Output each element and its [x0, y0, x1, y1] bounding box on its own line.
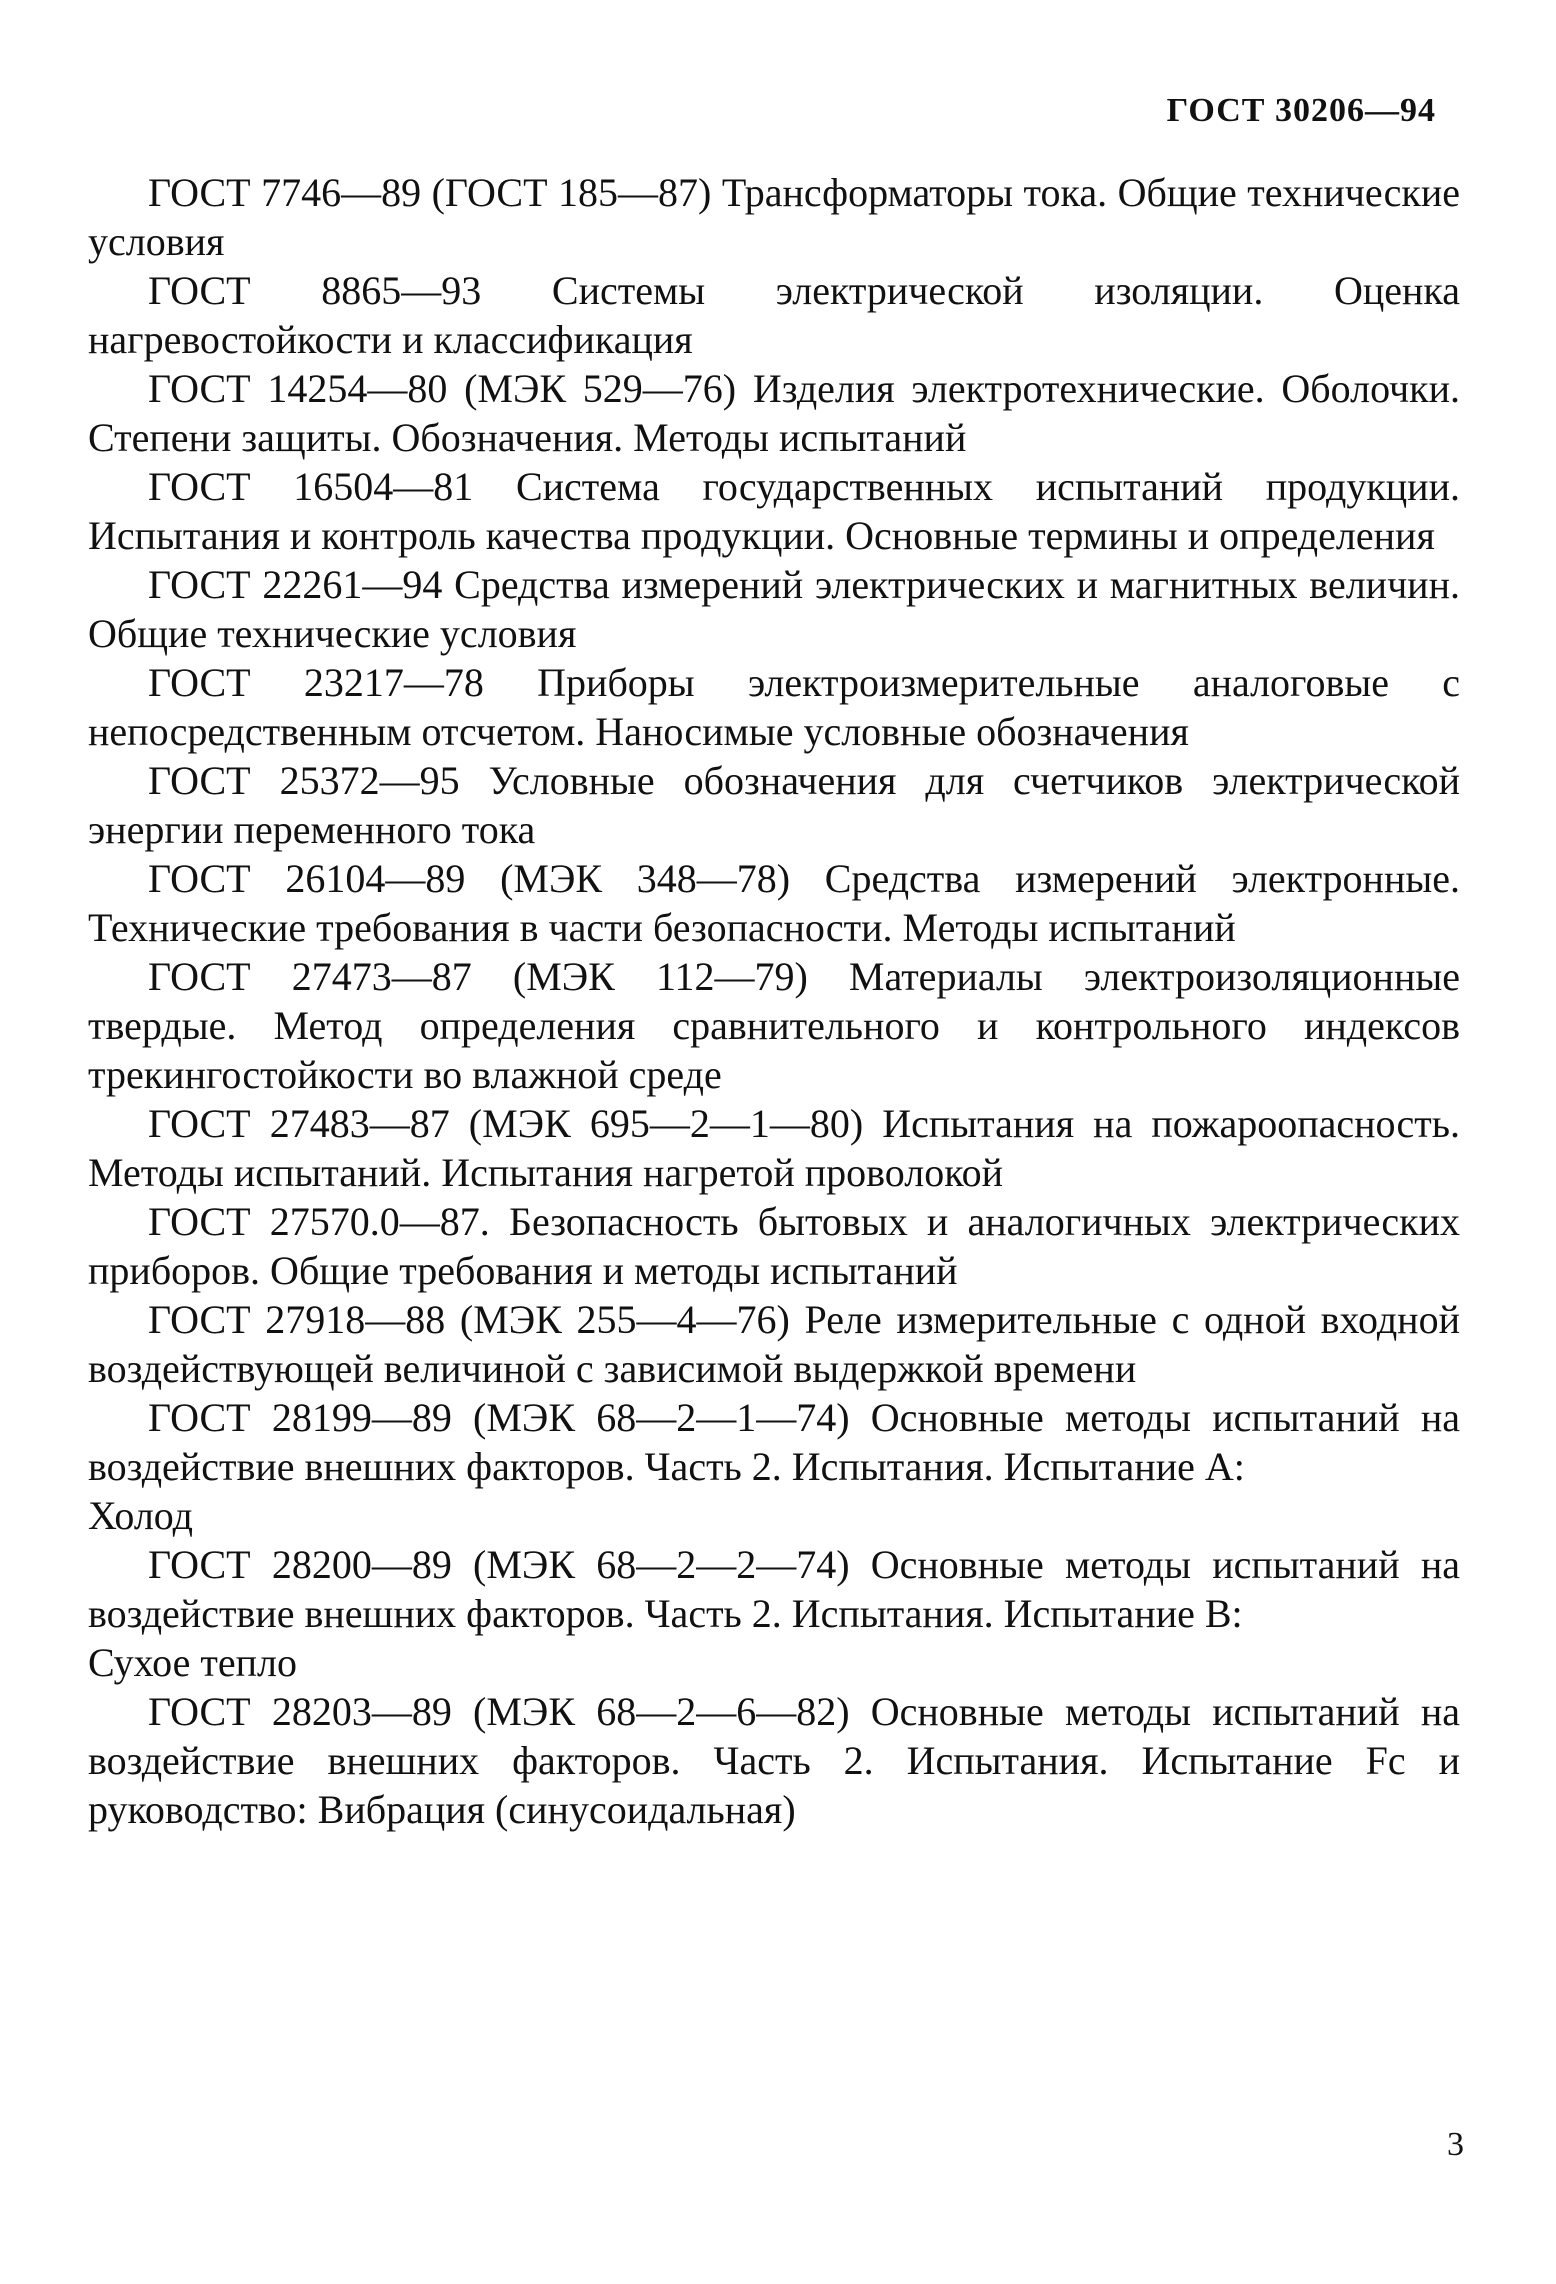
reference-title: (ГОСТ 185—87) Трансформаторы тока. Общие технические условия: [88, 170, 1461, 264]
reference-entry: [88, 364, 1460, 462]
reference-entry: [88, 1687, 1460, 1834]
reference-entry: [88, 1099, 1460, 1197]
reference-code: ГОСТ 25372—95: [148, 758, 460, 803]
reference-code: ГОСТ 28199—89: [148, 1395, 452, 1440]
reference-entry: [88, 756, 1460, 854]
reference-title: Система государственных испытаний продукции. Испытания и контроль качества продукции. Основные термины и определения: [88, 464, 1460, 558]
reference-title: Приборы электроизмерительные аналоговые с непосредственным отсчетом. Наносимые условные обозначения: [88, 660, 1460, 754]
reference-code: ГОСТ 7746—89: [148, 170, 422, 215]
reference-code: ГОСТ 8865—93: [148, 268, 482, 313]
reference-code: ГОСТ 16504—81: [148, 464, 474, 509]
reference-entry: [88, 168, 1460, 266]
reference-title: Безопасность бытовых и аналогичных электрических приборов. Общие требования и методы испытаний: [88, 1199, 1460, 1293]
reference-entry: [88, 560, 1460, 658]
reference-title: (МЭК 529—76) Изделия электротехнические. Оболочки. Степени защиты. Обозначения. Методы испытаний: [88, 366, 1460, 460]
reference-title: (МЭК 68—2—2—74) Основные методы испытаний на воздействие внешних факторов. Часть 2. Испытания. Испытание В:: [88, 1542, 1460, 1636]
reference-continuation: Холод: [88, 1493, 193, 1538]
reference-list: [88, 168, 1460, 1834]
reference-code: ГОСТ 26104—89: [148, 856, 466, 901]
reference-entry: [88, 1540, 1460, 1638]
reference-title: (МЭК 68—2—6—82) Основные методы испытаний на воздействие внешних факторов. Часть 2. Испытания. Испытание Fc и руководство: Вибрация (синусоидальная): [88, 1689, 1460, 1832]
page-header-doc-code: ГОСТ 30206—94: [1166, 92, 1436, 129]
reference-title: Условные обозначения для счетчиков электрической энергии переменного тока: [88, 758, 1460, 852]
reference-entry: [88, 952, 1460, 1099]
page-number: 3: [1447, 2126, 1464, 2163]
reference-code: ГОСТ 14254—80: [148, 366, 448, 411]
reference-title: (МЭК 255—4—76) Реле измерительные с одной входной воздействующей величиной с зависимой выдержкой времени: [88, 1297, 1460, 1391]
reference-title: Средства измерений электрических и магнитных величин. Общие технические условия: [88, 562, 1460, 656]
reference-title: (МЭК 695—2—1—80) Испытания на пожароопасность. Методы испытаний. Испытания нагретой проволокой: [88, 1101, 1460, 1195]
reference-code: ГОСТ 23217—78: [148, 660, 484, 705]
reference-entry: [88, 854, 1460, 952]
reference-entry: [88, 462, 1460, 560]
reference-entry: [88, 266, 1460, 364]
reference-code: ГОСТ 22261—94: [148, 562, 443, 607]
reference-code: ГОСТ 28200—89: [148, 1542, 452, 1587]
reference-entry: [88, 1197, 1460, 1295]
reference-code: ГОСТ 27483—87: [148, 1101, 450, 1146]
reference-code: ГОСТ 28203—89: [148, 1689, 452, 1734]
reference-title: (МЭК 68—2—1—74) Основные методы испытаний на воздействие внешних факторов. Часть 2. Испытания. Испытание А:: [88, 1395, 1460, 1489]
reference-title: Системы электрической изоляции. Оценка нагревостойкости и классификация: [88, 268, 1461, 362]
reference-entry: [88, 1295, 1460, 1393]
reference-code: ГОСТ 27570.0—87.: [148, 1199, 490, 1244]
reference-title: (МЭК 112—79) Материалы электроизоляционные твердые. Метод определения сравнительного и контрольного индексов трекингостойкости во влажной среде: [88, 954, 1461, 1097]
reference-continuation: Сухое тепло: [88, 1640, 298, 1685]
reference-code: ГОСТ 27918—88: [148, 1297, 446, 1342]
reference-title: (МЭК 348—78) Средства измерений электронные. Технические требования в части безопасности. Методы испытаний: [88, 856, 1460, 950]
reference-entry: [88, 1393, 1460, 1491]
reference-code: ГОСТ 27473—87: [148, 954, 472, 999]
reference-entry: [88, 658, 1460, 756]
